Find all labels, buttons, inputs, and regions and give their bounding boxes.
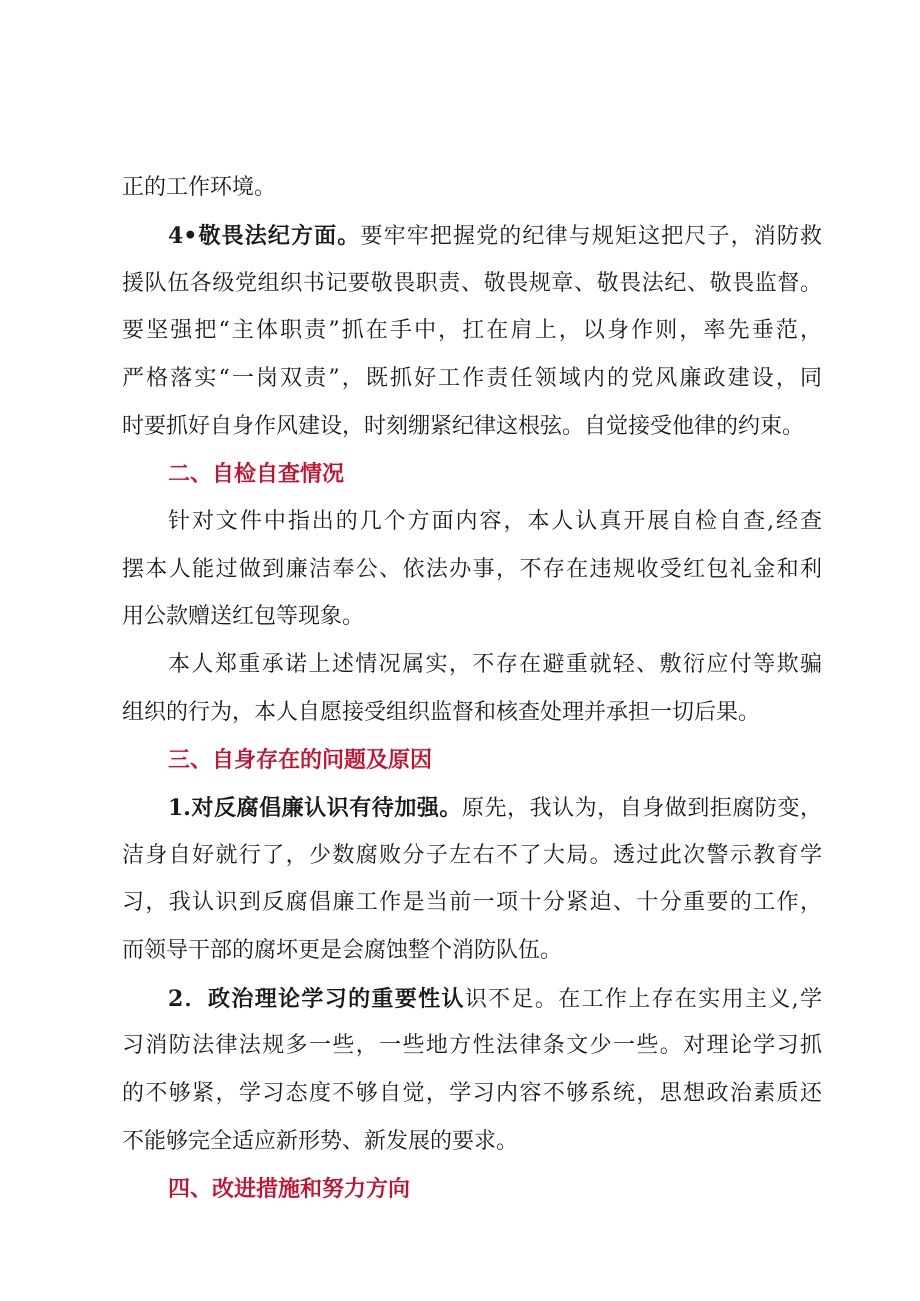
point-text: 原先，我认为，自身做到拒腐防变， [461,796,822,821]
point-lead: 1.对反腐倡廉认识有待加强。 [168,795,462,821]
paragraph-line: 而领导干部的腐坏更是会腐蚀整个消防队伍。 [122,938,563,963]
point-lead: 4•敬畏法纪方面。 [168,223,361,249]
section-heading: 三、自身存在的问题及原因 [168,747,433,773]
paragraph-line: 不能够完全适应新形势、新发展的要求。 [122,1129,519,1154]
paragraph-line: 严格落实“一岗双责”，既抓好工作责任领域内的党风廉政建设，同 [122,366,822,391]
paragraph-line: 正的工作环境。 [122,175,277,200]
paragraph-line: 组织的行为，本人自愿接受组织监督和核查处理并承担一切后果。 [122,700,761,725]
paragraph-line: 援队伍各级党组织书记要敬畏职责、敬畏规章、敬畏法纪、敬畏监督。 [122,271,822,296]
paragraph-line: 习消防法律法规多一些，一些地方性法律条文少一些。对理论学习抓 [122,1033,822,1058]
paragraph-line: 时要抓好自身作风建设，时刻绷紧纪律这根弦。自觉接受他律的约束。 [122,414,805,439]
paragraph-line: 用公款赠送红包等现象。 [122,604,365,629]
paragraph-line [168,984,822,1015]
paragraph-line: 洁身自好就行了，少数腐败分子左右不了大局。透过此次警示教育学 [122,843,822,868]
paragraph-line: 习，我认识到反腐倡廉工作是当前一项十分紧迫、十分重要的工作， [122,890,822,915]
point-text: 要牢牢把握党的纪律与规矩这把尺子，消防救 [360,224,822,249]
point-text: 识不足。在工作上存在实用主义,学 [464,987,822,1012]
paragraph-line [168,793,822,824]
section-heading: 二、自检自查情况 [168,461,345,487]
paragraph-line: 本人郑重承诺上述情况属实，不存在避重就轻、敷衍应付等欺骗 [168,652,822,677]
paragraph-line: 的不够紧，学习态度不够自觉，学习内容不够系统，思想政治素质还 [122,1081,822,1106]
paragraph-line: 摆本人能过做到廉洁奉公、依法办事，不存在违规收受红包礼金和利 [122,557,822,582]
section-heading: 四、改进措施和努力方向 [168,1176,411,1202]
paragraph-line [168,221,822,252]
paragraph-line: 要坚强把“主体职责”抓在手中，扛在肩上，以身作则，率先垂范， [122,318,822,343]
paragraph-line: 针对文件中指出的几个方面内容，本人认真开展自检自查,经查 [168,509,822,534]
point-lead: 2．政治理论学习的重要性认 [168,986,465,1012]
